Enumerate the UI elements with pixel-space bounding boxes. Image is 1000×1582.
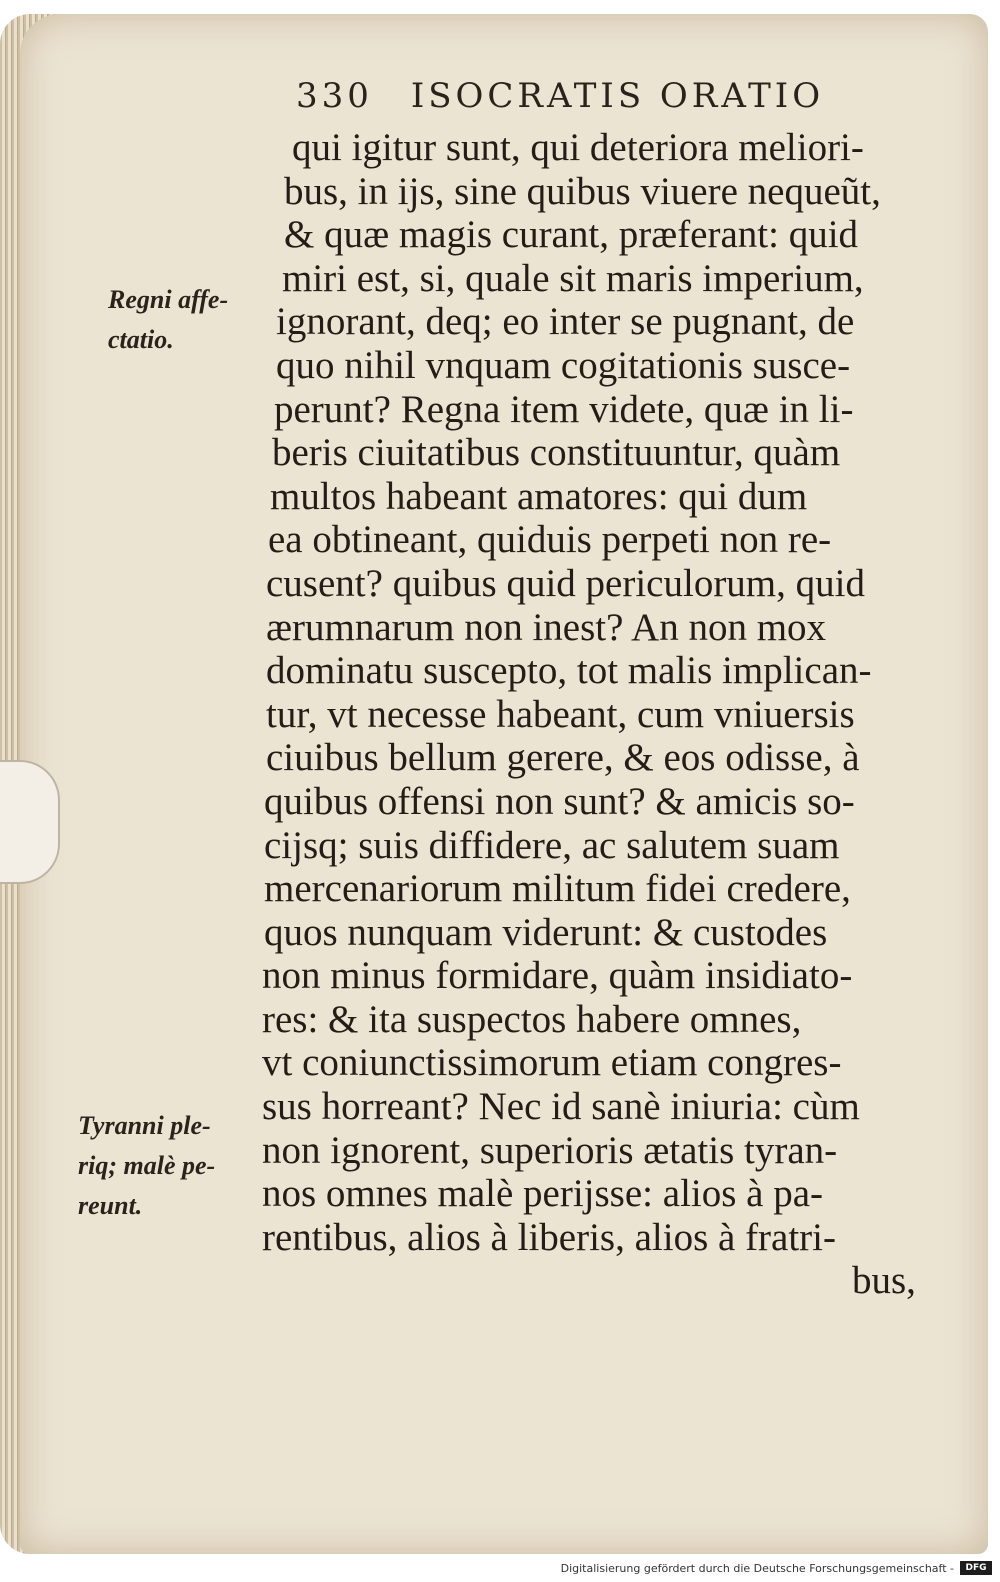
text-line: non ignorent, superioris ætatis tyran- (262, 1128, 838, 1172)
text-line: ignorant, deq; eo inter se pugnant, de (276, 300, 855, 344)
text-line: nos omnes malè perijsse: alios à pa- (262, 1172, 824, 1216)
text-line: quo nihil vnquam cogitationis susce- (276, 343, 851, 387)
text-line: cijsq; suis diffidere, ac salutem suam (264, 823, 840, 867)
page-number: 330 (296, 76, 373, 116)
page-clip-tab (0, 760, 60, 884)
text-line: perunt? Regna item videte, quæ in li- (274, 387, 854, 431)
text-line: vt coniunctissimorum etiam congres- (262, 1041, 842, 1085)
body-text (262, 126, 962, 1303)
text-line: quos nunquam viderunt: & custodes (264, 910, 828, 954)
text-line: mercenariorum militum fidei credere, (264, 867, 851, 911)
text-line: bus, in ijs, sine quibus viuere nequeũt, (284, 169, 881, 213)
text-line: ea obtineant, quiduis perpeti non re- (268, 518, 832, 562)
digitization-footer (0, 1556, 1000, 1582)
text-line: rentibus, alios à liberis, alios à fratri- (262, 1215, 836, 1259)
marginal-note-line: Tyranni ple- (78, 1111, 211, 1140)
catchword: bus, (852, 1259, 916, 1303)
marginal-note-2 (78, 1106, 215, 1226)
text-line: ciuibus bellum gerere, & eos odisse, à (266, 736, 860, 780)
text-line: cusent? quibus quid periculorum, quid (266, 561, 865, 605)
marginal-note-line: reunt. (78, 1191, 143, 1220)
text-line: res: & ita suspectos habere omnes, (262, 997, 802, 1041)
text-line: sus horreant? Nec id sanè iniuria: cùm (262, 1085, 860, 1129)
text-line: quibus offensi non sunt? & amicis so- (264, 779, 855, 823)
text-line: miri est, si, quale sit maris imperium, (282, 256, 864, 300)
text-line: non minus formidare, quàm insidiato- (262, 954, 853, 998)
text-line: ærumnarum non inest? An non mox (266, 605, 827, 649)
text-line: dominatu suscepto, tot malis implican- (266, 649, 872, 693)
text-line: tur, vt necesse habeant, cum vniuersis (266, 692, 855, 736)
text-line: & quæ magis curant, præferant: quid (284, 213, 859, 257)
marginal-note-1 (108, 280, 228, 360)
funding-credit: Digitalisierung gefördert durch die Deutsche Forschungsgemeinschaft - (560, 1562, 954, 1575)
text-line: qui igitur sunt, qui deteriora meliori- (292, 126, 864, 169)
marginal-note-line: riq; malè pe- (78, 1151, 216, 1180)
text-line: multos habeant amatores: qui dum (270, 474, 808, 518)
dfg-logo: DFG (960, 1561, 992, 1575)
running-title: ISOCRATIS ORATIO (410, 76, 825, 116)
page-header (296, 76, 876, 122)
text-line: beris ciuitatibus constituuntur, quàm (272, 431, 841, 475)
marginal-note-line: Regni affe- (108, 285, 229, 314)
marginal-note-line: ctatio. (108, 325, 174, 354)
